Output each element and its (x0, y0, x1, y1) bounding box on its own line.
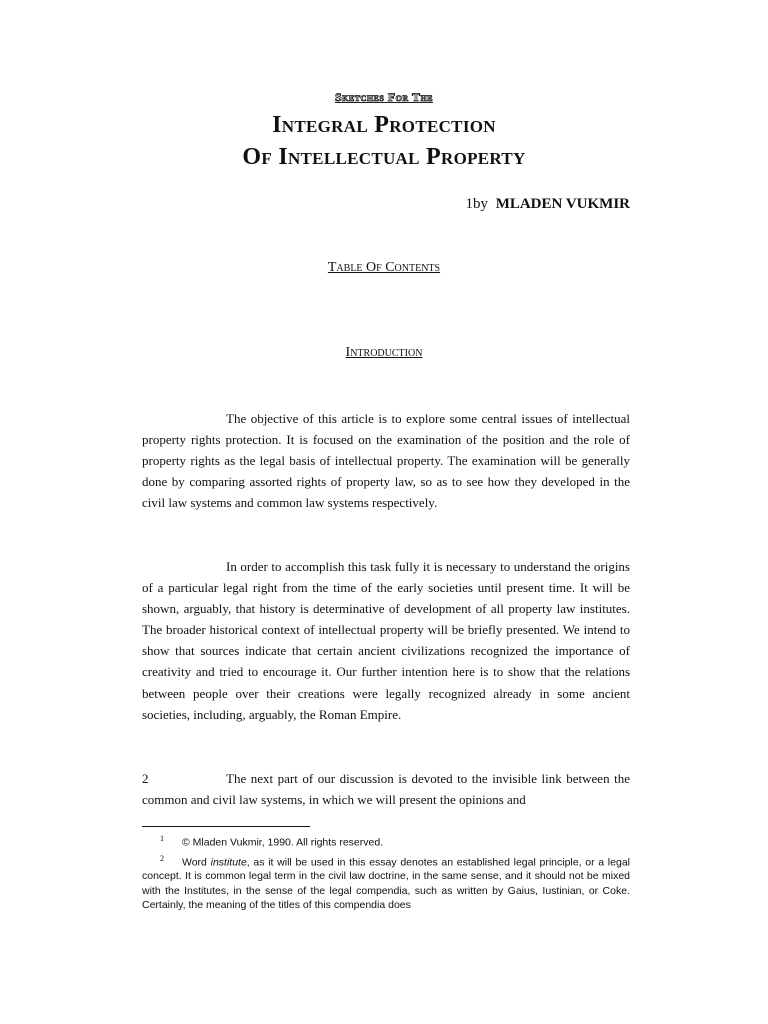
footnote-2-text: , as it will be used in this essay denotes an established legal principle, or a legal concept. It is common legal term in the civil law doctrine, in the same sense, and it should not be mixed with the Institutes, in the sense of the legal compendia, such as written by Gaius, Iustinian, or Coke. Certainly, the meaning of the titles of this compendia does (142, 856, 630, 911)
paragraph-1-text: The objective of this article is to explore some central issues of intellectual property rights protection. It is focused on the examination of the position and the role of property rights as the legal basis of intellectual property. The examination will be generally done by comparing assorted rights of property law, so as to see how they developed in the civil law systems and common law systems respectively. (142, 411, 630, 511)
footnote-divider (142, 826, 310, 827)
footnote-2-pre: Word (182, 856, 211, 869)
footnote-1-mark: 1 (160, 834, 164, 843)
toc-heading: Table Of Contents (327, 260, 441, 275)
footnotes (142, 832, 630, 914)
byline-prefix: 1by (465, 196, 488, 212)
title-line-2: Of Intellectual Property (242, 144, 526, 170)
title-line-1: Integral Protection (272, 112, 496, 138)
footnote-2-mark: 2 (160, 853, 164, 863)
author-name: MLADEN VUKMIR (495, 196, 630, 212)
title-kicker: Sketches For The (334, 90, 434, 104)
footnote-1 (142, 832, 630, 850)
byline (465, 196, 630, 213)
footnote-2-italic: institute (210, 856, 247, 869)
paragraph-3-number: 2 (142, 771, 149, 786)
footnote-2 (142, 852, 630, 912)
paragraph-1 (142, 408, 630, 513)
paragraph-2-text: In order to accomplish this task fully it is necessary to understand the origins of a particular legal right from the time of the early societies until present time. It will be shown, arguably, that history is determinative of development of all property law institutes. The broader historical context of intellectual property will be briefly presented. We intend to show that sources indicate that certain ancient civilizations recognized the importance of creativity and tried to encourage it. Our further intention here is to show that the relations between people over their creations were legally recognized already in some ancient societies, including, arguably, the Roman Empire. (142, 559, 630, 722)
introduction-heading: Introduction (345, 345, 423, 360)
paragraph-2 (142, 556, 630, 725)
paragraph-3 (142, 768, 630, 810)
paragraph-3-text: The next part of our discussion is devoted to the invisible link between the common and civil law systems, in which we will present the opinions and (142, 771, 630, 808)
footnote-1-text: © Mladen Vukmir, 1990. All rights reserved. (182, 836, 384, 849)
